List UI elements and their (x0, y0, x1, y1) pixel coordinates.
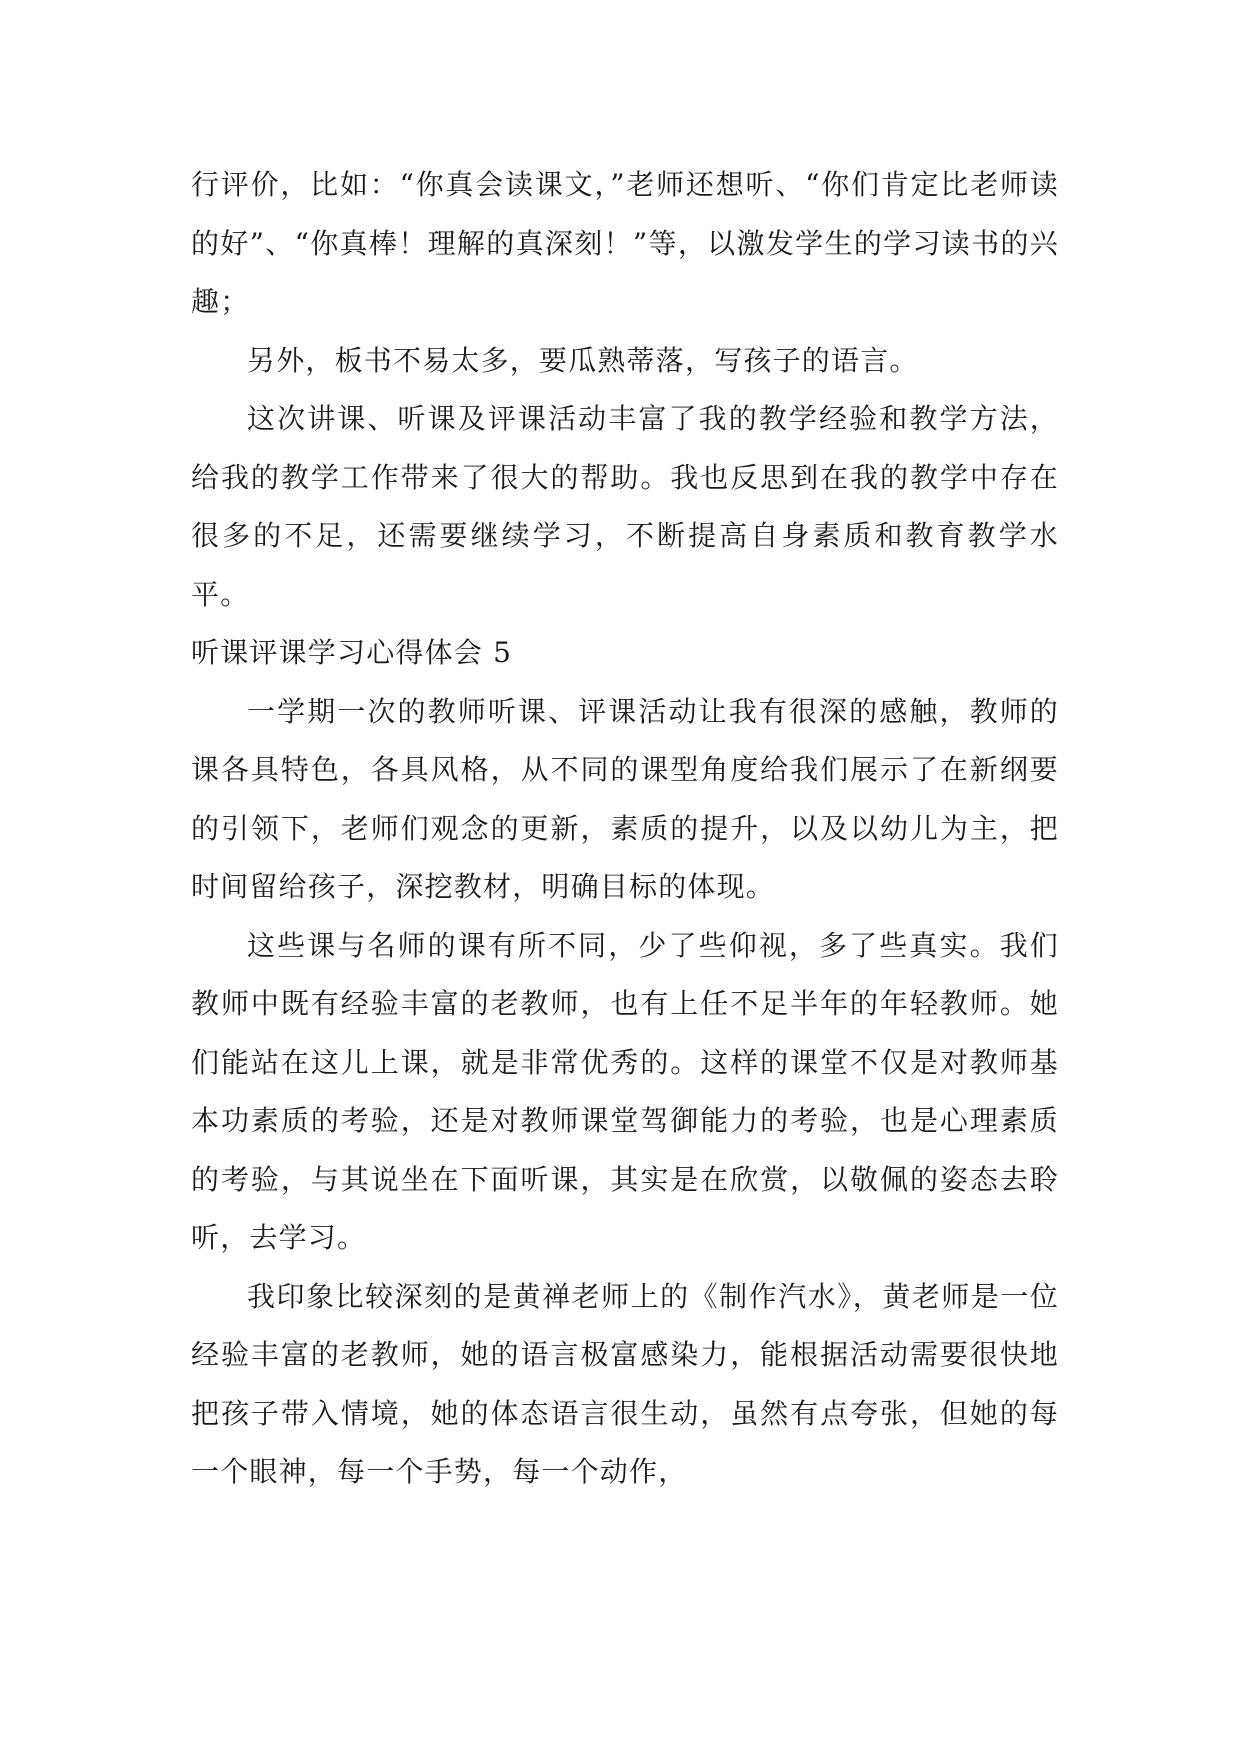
section-heading: 听课评课学习心得体会 5 (191, 636, 513, 669)
paragraph: 这次讲课、听课及评课活动丰富了我的教学经验和教学方法，给我的教学工作带来了很大的帮助。我也反思到在我的教学中存在很多的不足，还需要继续学习，不断提高自身素质和教育教学水平。 (191, 402, 1059, 611)
paragraph-continued: 行评价，比如：“你真会读课文，”老师还想听、“你们肯定比老师读的好”、“你真棒！理解的真深刻！”等，以激发学生的学习读书的兴趣； (191, 168, 1059, 318)
paragraph: 这些课与名师的课有所不同，少了些仰视，多了些真实。我们教师中既有经验丰富的老教师，也有上任不足半年的年轻教师。她们能站在这儿上课，就是非常优秀的。这样的课堂不仅是对教师基本功素质的考验，还是对教师课堂驾御能力的考验，也是心理素质的考验，与其说坐在下面听课，其实是在欣赏，以敬佩的姿态去聆听，去学习。 (191, 928, 1059, 1254)
paragraph: 一学期一次的教师听课、评课活动让我有很深的感触，教师的课各具特色，各具风格，从不同的课型角度给我们展示了在新纲要的引领下，老师们观念的更新，素质的提升，以及以幼儿为主，把时间留给孩子，深挖教材，明确目标的体现。 (191, 694, 1059, 903)
document-body (191, 156, 1059, 1502)
paragraph: 我印象比较深刻的是黄禅老师上的《制作汽水》，黄老师是一位经验丰富的老教师，她的语言极富感染力，能根据活动需要很快地把孩子带入情境，她的体态语言很生动，虽然有点夸张，但她的每一个眼神，每一个手势，每一个动作， (191, 1279, 1059, 1488)
paragraph: 另外，板书不易太多，要瓜熟蒂落，写孩子的语言。 (247, 343, 919, 377)
